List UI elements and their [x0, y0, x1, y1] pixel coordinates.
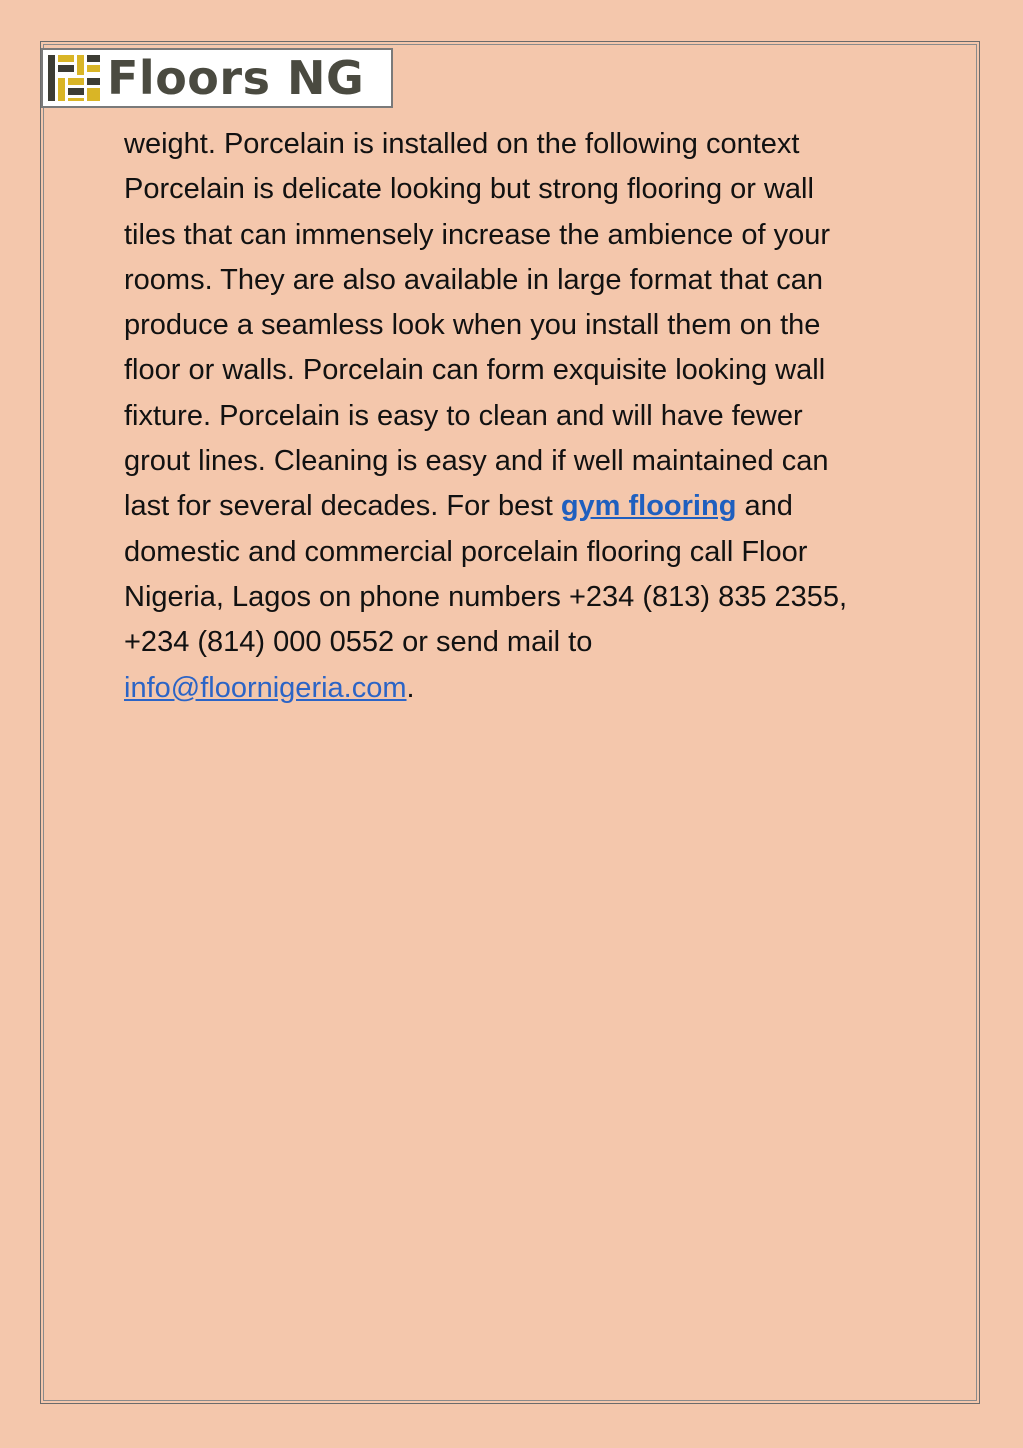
article-body [124, 122, 914, 711]
text-line: produce a seamless look when you install them on the [124, 309, 821, 342]
text-line: grout lines. Cleaning is easy and if well maintained can [124, 445, 829, 478]
text-line: weight. Porcelain is installed on the following context [124, 128, 800, 160]
parquet-tile-icon [45, 51, 103, 105]
text-line-with-email [124, 666, 914, 711]
text-line: tiles that can immensely increase the ambience of your [124, 218, 831, 251]
text-segment: and [736, 490, 793, 523]
logo-wordmark: Floors NG [107, 51, 365, 105]
text-line: domestic and commercial porcelain flooring call Floor [124, 535, 808, 568]
text-line: +234 (814) 000 0552 or send mail to [124, 626, 593, 659]
floors-ng-logo[interactable] [41, 48, 393, 108]
email-link[interactable]: info@floornigeria.com [124, 671, 407, 704]
text-line: rooms. They are also available in large format that can [124, 263, 824, 296]
text-segment: last for several decades. For best [124, 490, 561, 523]
text-line-with-link [124, 484, 914, 529]
text-line: floor or walls. Porcelain can form exquisite looking wall [124, 354, 826, 387]
gym-flooring-link[interactable]: gym flooring [560, 490, 737, 523]
text-line: fixture. Porcelain is easy to clean and will have fewer [124, 399, 803, 432]
final-punctuation: . [406, 671, 415, 704]
text-line: Nigeria, Lagos on phone numbers +234 (813) 835 2355, [124, 580, 848, 613]
text-line: Porcelain is delicate looking but strong flooring or wall [124, 173, 814, 206]
